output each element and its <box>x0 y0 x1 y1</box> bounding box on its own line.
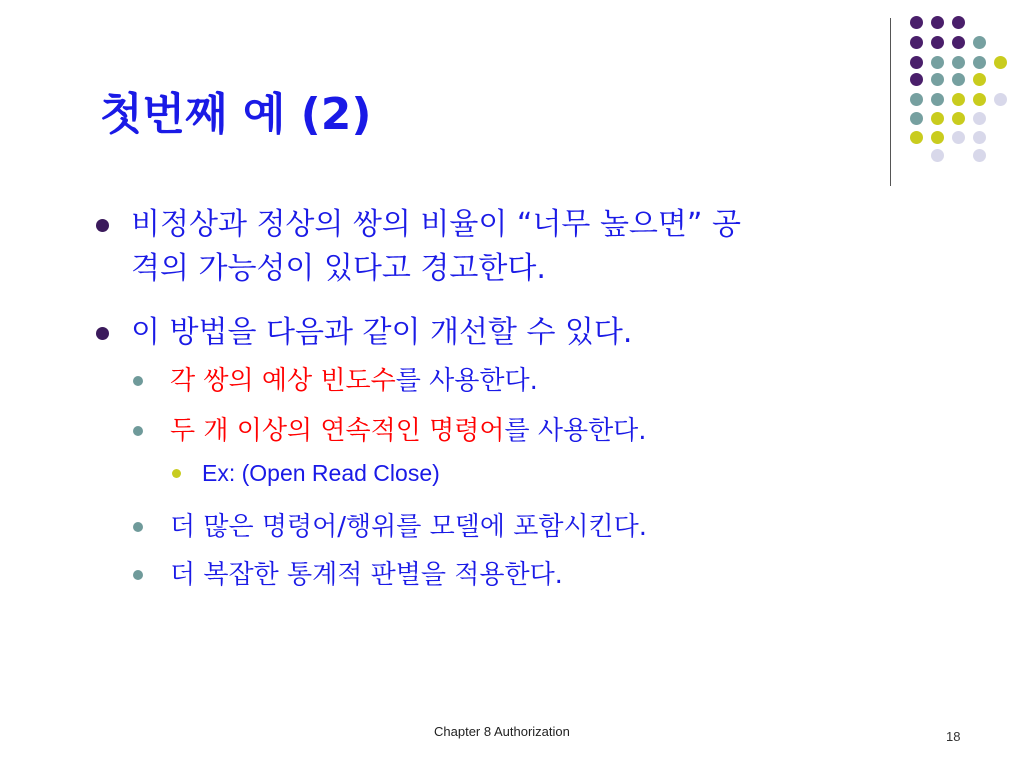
bullet-marker <box>96 327 109 340</box>
decorative-dot <box>931 56 944 69</box>
decorative-dot <box>952 36 965 49</box>
sub-bullet-marker <box>133 376 143 386</box>
decorative-dot <box>994 56 1007 69</box>
decorative-dot <box>931 93 944 106</box>
decorative-dot <box>973 36 986 49</box>
page-number: 18 <box>946 729 961 744</box>
sub-bullet-1-highlight: 각 쌍의 예상 빈도수 <box>170 366 396 396</box>
decorative-dot <box>973 131 986 144</box>
decorative-dot <box>952 16 965 29</box>
sub-bullet-marker <box>133 522 143 532</box>
decorative-dot <box>931 36 944 49</box>
decorative-dot <box>952 112 965 125</box>
decorative-dot <box>952 56 965 69</box>
decorative-dot <box>910 93 923 106</box>
bullet-1-line-1: 비정상과 정상의 쌍의 비율이 “너무 높으면” 공 <box>131 207 741 242</box>
decorative-dot <box>952 131 965 144</box>
decorative-dot <box>994 93 1007 106</box>
slide-title: 첫번째 예 (2) <box>100 89 372 140</box>
decorative-dot <box>973 56 986 69</box>
title-divider-line <box>890 18 891 186</box>
bullet-marker <box>96 219 109 232</box>
sub-bullet-2-highlight: 두 개 이상의 연속적인 명령어 <box>170 416 505 446</box>
sub-bullet-2-rest: 를 사용한다. <box>504 416 647 446</box>
sub-bullet-marker <box>133 570 143 580</box>
decorative-dot <box>931 112 944 125</box>
decorative-dot <box>931 16 944 29</box>
sub-bullet-marker <box>133 426 143 436</box>
decorative-dot <box>931 73 944 86</box>
sub-sub-bullet-text: Ex: (Open Read Close) <box>202 460 440 486</box>
decorative-dot <box>910 112 923 125</box>
decorative-dot <box>973 73 986 86</box>
slide-footer: Chapter 8 Authorization <box>434 724 570 739</box>
sub-bullet-2 <box>170 411 647 451</box>
decorative-dot <box>910 73 923 86</box>
bullet-1-line-2: 격의 가능성이 있다고 경고한다. <box>131 251 546 286</box>
sub-bullet-1 <box>170 361 538 401</box>
decorative-dot <box>931 131 944 144</box>
bullet-2-text: 이 방법을 다음과 같이 개선할 수 있다. <box>131 315 633 350</box>
decorative-dot <box>931 149 944 162</box>
sub-bullet-4: 더 복잡한 통계적 판별을 적용한다. <box>170 560 563 590</box>
sub-bullet-3: 더 많은 명령어/행위를 모델에 포함시킨다. <box>170 512 648 542</box>
decorative-dot <box>952 73 965 86</box>
decorative-dot <box>910 56 923 69</box>
decorative-dot <box>952 93 965 106</box>
decorative-dot <box>910 16 923 29</box>
decorative-dot <box>910 131 923 144</box>
decorative-dot <box>910 36 923 49</box>
decorative-dot <box>973 93 986 106</box>
sub-bullet-1-rest: 를 사용한다. <box>395 366 538 396</box>
decorative-dot <box>973 112 986 125</box>
sub-sub-bullet-marker <box>172 469 181 478</box>
decorative-dot <box>973 149 986 162</box>
